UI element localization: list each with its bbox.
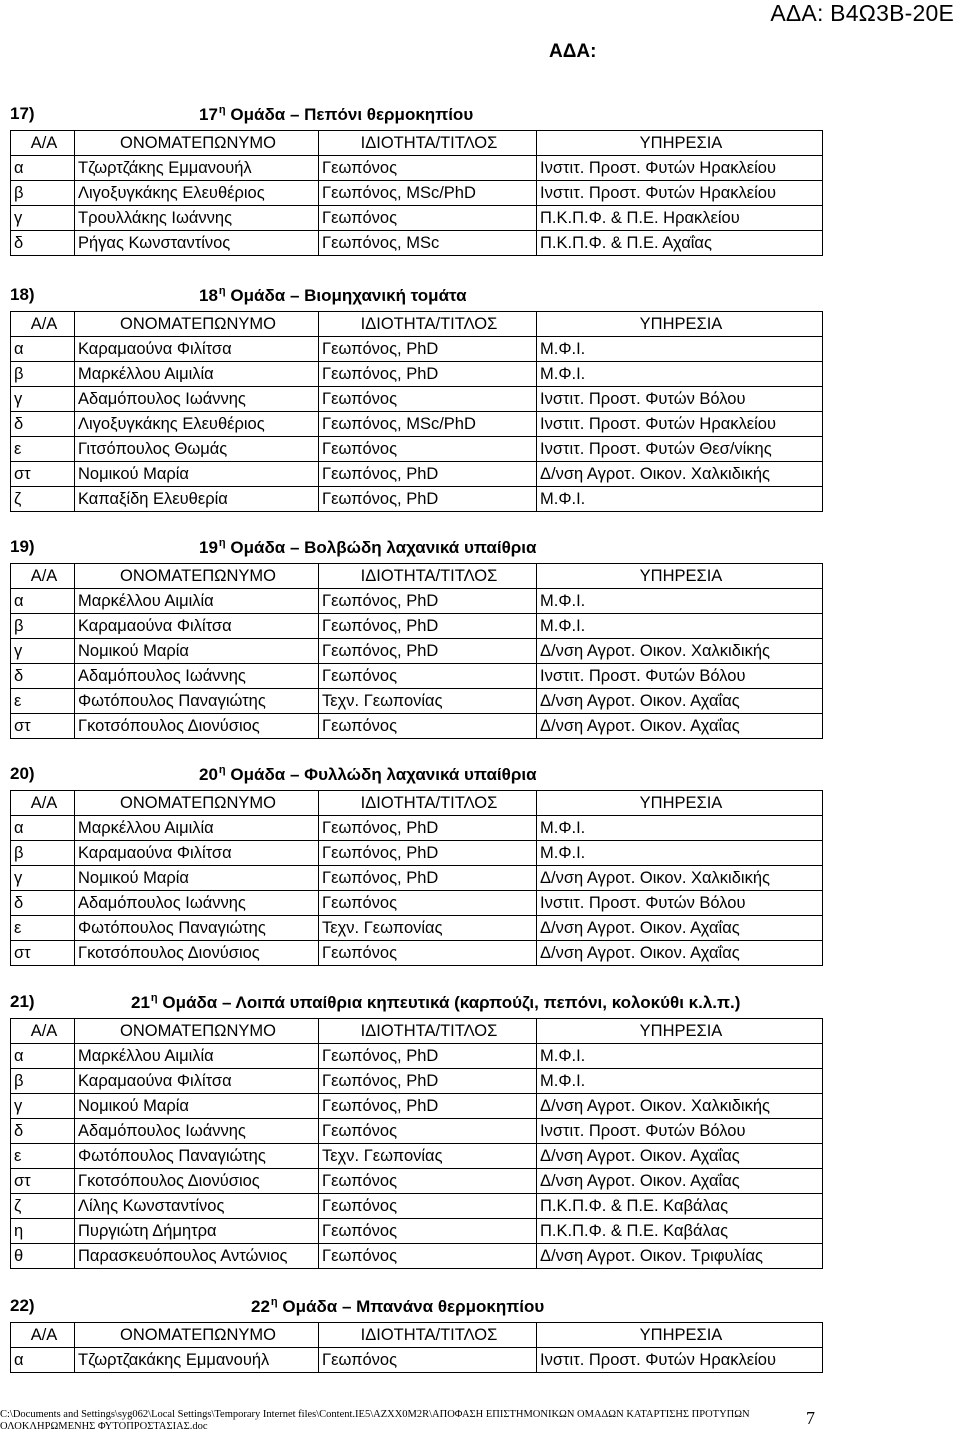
service-cell: Ινστιτ. Προστ. Φυτών Ηρακλείου <box>537 1348 823 1373</box>
title-cell: Γεωπόνος <box>319 437 537 462</box>
service-cell: Ινστιτ. Προστ. Φυτών Βόλου <box>537 1119 823 1144</box>
members-table <box>10 1018 823 1269</box>
table-row <box>11 362 823 387</box>
row-index-cell: β <box>11 181 75 206</box>
title-cell: Γεωπόνος, PhD <box>319 614 537 639</box>
column-header: ΟΝΟΜΑΤΕΠΩΝΥΜΟ <box>75 1019 319 1044</box>
group-title: $22^\eta$ Ομάδα – Μπανάνα θερμοκηπίου <box>251 1296 545 1316</box>
name-cell: Καραμαούνα Φιλίτσα <box>75 337 319 362</box>
table-row <box>11 689 823 714</box>
title-cell: Τεχν. Γεωπονίας <box>319 1144 537 1169</box>
row-index-cell: α <box>11 1044 75 1069</box>
name-cell: Αδαμόπουλος Ιωάννης <box>75 387 319 412</box>
name-cell: Μαρκέλλου Αιμιλία <box>75 362 319 387</box>
column-header: ΥΠΗΡΕΣΙΑ <box>537 131 823 156</box>
name-cell: Παρασκευόπουλος Αντώνιος <box>75 1244 319 1269</box>
service-cell: Π.Κ.Π.Φ. & Π.Ε. Καβάλας <box>537 1219 823 1244</box>
table-row <box>11 231 823 256</box>
column-header: Α/Α <box>11 1323 75 1348</box>
group-20 <box>10 764 822 966</box>
row-index-cell: ζ <box>11 1194 75 1219</box>
row-index-cell: ε <box>11 916 75 941</box>
service-cell: Π.Κ.Π.Φ. & Π.Ε. Ηρακλείου <box>537 206 823 231</box>
service-cell: Δ/νση Αγροτ. Οικον. Αχαΐας <box>537 916 823 941</box>
name-cell: Μαρκέλλου Αιμιλία <box>75 1044 319 1069</box>
row-index-cell: δ <box>11 664 75 689</box>
column-header: Α/Α <box>11 791 75 816</box>
column-header: ΙΔΙΟΤΗΤΑ/ΤΙΤΛΟΣ <box>319 131 537 156</box>
group-21 <box>10 992 822 1269</box>
title-cell: Γεωπόνος <box>319 206 537 231</box>
title-cell: Γεωπόνος <box>319 941 537 966</box>
name-cell: Αδαμόπουλος Ιωάννης <box>75 664 319 689</box>
table-header-row <box>11 1323 823 1348</box>
column-header: ΙΔΙΟΤΗΤΑ/ΤΙΤΛΟΣ <box>319 791 537 816</box>
row-index-cell: β <box>11 362 75 387</box>
title-cell: Γεωπόνος, MSc/PhD <box>319 181 537 206</box>
column-header: ΥΠΗΡΕΣΙΑ <box>537 564 823 589</box>
service-cell: Ινστιτ. Προστ. Φυτών Ηρακλείου <box>537 181 823 206</box>
group-number: 18) <box>10 285 35 304</box>
service-cell: Δ/νση Αγροτ. Οικον. Αχαΐας <box>537 1144 823 1169</box>
title-cell: Γεωπόνος <box>319 156 537 181</box>
service-cell: Δ/νση Αγροτ. Οικον. Χαλκιδικής <box>537 866 823 891</box>
name-cell: Φωτόπουλος Παναγιώτης <box>75 916 319 941</box>
table-row <box>11 1044 823 1069</box>
row-index-cell: η <box>11 1219 75 1244</box>
title-cell: Γεωπόνος, PhD <box>319 362 537 387</box>
service-cell: Δ/νση Αγροτ. Οικον. Αχαΐας <box>537 714 823 739</box>
service-cell: Δ/νση Αγροτ. Οικον. Τριφυλίας <box>537 1244 823 1269</box>
service-cell: Ινστιτ. Προστ. Φυτών Ηρακλείου <box>537 412 823 437</box>
row-index-cell: β <box>11 614 75 639</box>
title-cell: Γεωπόνος, PhD <box>319 462 537 487</box>
row-index-cell: ζ <box>11 487 75 512</box>
title-cell: Τεχν. Γεωπονίας <box>319 689 537 714</box>
column-header: ΟΝΟΜΑΤΕΠΩΝΥΜΟ <box>75 312 319 337</box>
group-number: 21) <box>10 992 35 1011</box>
members-table <box>10 130 823 256</box>
service-cell: Μ.Φ.Ι. <box>537 589 823 614</box>
column-header: ΙΔΙΟΤΗΤΑ/ΤΙΤΛΟΣ <box>319 1019 537 1044</box>
page-number: 7 <box>806 1408 815 1428</box>
row-index-cell: στ <box>11 1169 75 1194</box>
table-row <box>11 1069 823 1094</box>
column-header: ΥΠΗΡΕΣΙΑ <box>537 1019 823 1044</box>
name-cell: Μαρκέλλου Αιμιλία <box>75 816 319 841</box>
service-cell: Ινστιτ. Προστ. Φυτών Βόλου <box>537 891 823 916</box>
name-cell: Αδαμόπουλος Ιωάννης <box>75 1119 319 1144</box>
table-row <box>11 337 823 362</box>
group-title: $21^\eta$ Ομάδα – Λοιπά υπαίθρια κηπευτικά (καρπούζι, πεπόνι, κολοκύθι κ.λ.π.) <box>131 992 741 1012</box>
row-index-cell: ε <box>11 1144 75 1169</box>
group-number: 19) <box>10 537 35 556</box>
service-cell: Μ.Φ.Ι. <box>537 337 823 362</box>
title-cell: Γεωπόνος, PhD <box>319 841 537 866</box>
table-header-row <box>11 1019 823 1044</box>
members-table <box>10 563 823 739</box>
table-row <box>11 1119 823 1144</box>
group-title: $17^\eta$ Ομάδα – Πεπόνι θερμοκηπίου <box>199 104 474 124</box>
service-cell: Μ.Φ.Ι. <box>537 1069 823 1094</box>
row-index-cell: β <box>11 1069 75 1094</box>
title-cell: Γεωπόνος, PhD <box>319 589 537 614</box>
row-index-cell: α <box>11 1348 75 1373</box>
column-header: ΟΝΟΜΑΤΕΠΩΝΥΜΟ <box>75 564 319 589</box>
group-heading <box>10 104 822 130</box>
table-row <box>11 1169 823 1194</box>
group-number: 17) <box>10 104 35 123</box>
table-row <box>11 1194 823 1219</box>
row-index-cell: δ <box>11 412 75 437</box>
table-header-row <box>11 312 823 337</box>
title-cell: Γεωπόνος, PhD <box>319 1094 537 1119</box>
group-heading <box>10 992 822 1018</box>
members-table <box>10 1322 823 1373</box>
row-index-cell: στ <box>11 714 75 739</box>
service-cell: Μ.Φ.Ι. <box>537 841 823 866</box>
column-header: Α/Α <box>11 312 75 337</box>
row-index-cell: γ <box>11 387 75 412</box>
name-cell: Καπαξίδη Ελευθερία <box>75 487 319 512</box>
name-cell: Γκοτσόπουλος Διονύσιος <box>75 941 319 966</box>
name-cell: Φωτόπουλος Παναγιώτης <box>75 689 319 714</box>
table-row <box>11 639 823 664</box>
row-index-cell: ε <box>11 437 75 462</box>
group-heading <box>10 285 822 311</box>
table-header-row <box>11 791 823 816</box>
column-header: ΙΔΙΟΤΗΤΑ/ΤΙΤΛΟΣ <box>319 312 537 337</box>
column-header: ΙΔΙΟΤΗΤΑ/ΤΙΤΛΟΣ <box>319 564 537 589</box>
table-row <box>11 1144 823 1169</box>
row-index-cell: α <box>11 156 75 181</box>
service-cell: Δ/νση Αγροτ. Οικον. Αχαΐας <box>537 689 823 714</box>
name-cell: Ρήγας Κωνσταντίνος <box>75 231 319 256</box>
row-index-cell: δ <box>11 1119 75 1144</box>
service-cell: Μ.Φ.Ι. <box>537 362 823 387</box>
name-cell: Αδαμόπουλος Ιωάννης <box>75 891 319 916</box>
group-18 <box>10 285 822 512</box>
name-cell: Λιγοξυγκάκης Ελευθέριος <box>75 412 319 437</box>
name-cell: Γιτσόπουλος Θωμάς <box>75 437 319 462</box>
table-row <box>11 487 823 512</box>
ada-code: ΑΔΑ: Β4Ω3Β-20Ε <box>770 0 954 26</box>
group-heading <box>10 764 822 790</box>
table-header-row <box>11 131 823 156</box>
name-cell: Πυργιώτη Δήμητρα <box>75 1219 319 1244</box>
table-row <box>11 891 823 916</box>
name-cell: Λίλης Κωνσταντίνος <box>75 1194 319 1219</box>
group-title: $19^\eta$ Ομάδα – Βολβώδη λαχανικά υπαίθρια <box>199 537 537 557</box>
table-row <box>11 181 823 206</box>
service-cell: Δ/νση Αγροτ. Οικον. Αχαΐας <box>537 1169 823 1194</box>
title-cell: Γεωπόνος <box>319 1348 537 1373</box>
name-cell: Γκοτσόπουλος Διονύσιος <box>75 1169 319 1194</box>
title-cell: Γεωπόνος, PhD <box>319 816 537 841</box>
name-cell: Νομικού Μαρία <box>75 639 319 664</box>
table-row <box>11 387 823 412</box>
column-header: Α/Α <box>11 1019 75 1044</box>
title-cell: Γεωπόνος <box>319 1119 537 1144</box>
column-header: ΥΠΗΡΕΣΙΑ <box>537 791 823 816</box>
name-cell: Καραμαούνα Φιλίτσα <box>75 1069 319 1094</box>
table-row <box>11 156 823 181</box>
name-cell: Μαρκέλλου Αιμιλία <box>75 589 319 614</box>
name-cell: Γκοτσόπουλος Διονύσιος <box>75 714 319 739</box>
row-index-cell: α <box>11 589 75 614</box>
column-header: ΟΝΟΜΑΤΕΠΩΝΥΜΟ <box>75 791 319 816</box>
name-cell: Τρουλλάκης Ιωάννης <box>75 206 319 231</box>
title-cell: Γεωπόνος <box>319 1244 537 1269</box>
name-cell: Νομικού Μαρία <box>75 866 319 891</box>
service-cell: Ινστιτ. Προστ. Φυτών Ηρακλείου <box>537 156 823 181</box>
name-cell: Καραμαούνα Φιλίτσα <box>75 614 319 639</box>
title-cell: Γεωπόνος <box>319 1219 537 1244</box>
service-cell: Δ/νση Αγροτ. Οικον. Χαλκιδικής <box>537 1094 823 1119</box>
column-header: ΟΝΟΜΑΤΕΠΩΝΥΜΟ <box>75 1323 319 1348</box>
column-header: Α/Α <box>11 131 75 156</box>
title-cell: Γεωπόνος, PhD <box>319 639 537 664</box>
title-cell: Γεωπόνος, PhD <box>319 1044 537 1069</box>
table-row <box>11 614 823 639</box>
row-index-cell: στ <box>11 941 75 966</box>
group-heading <box>10 537 822 563</box>
name-cell: Νομικού Μαρία <box>75 462 319 487</box>
name-cell: Νομικού Μαρία <box>75 1094 319 1119</box>
name-cell: Τζωρτζάκης Εμμανουήλ <box>75 156 319 181</box>
members-table <box>10 311 823 512</box>
table-row <box>11 437 823 462</box>
table-row <box>11 589 823 614</box>
table-row <box>11 1219 823 1244</box>
table-row <box>11 1244 823 1269</box>
column-header: ΥΠΗΡΕΣΙΑ <box>537 1323 823 1348</box>
table-row <box>11 664 823 689</box>
column-header: ΙΔΙΟΤΗΤΑ/ΤΙΤΛΟΣ <box>319 1323 537 1348</box>
group-number: 20) <box>10 764 35 783</box>
row-index-cell: ε <box>11 689 75 714</box>
group-heading <box>10 1296 822 1322</box>
column-header: ΥΠΗΡΕΣΙΑ <box>537 312 823 337</box>
service-cell: Μ.Φ.Ι. <box>537 816 823 841</box>
title-cell: Γεωπόνος, MSc/PhD <box>319 412 537 437</box>
service-cell: Δ/νση Αγροτ. Οικον. Αχαΐας <box>537 941 823 966</box>
table-header-row <box>11 564 823 589</box>
service-cell: Ινστιτ. Προστ. Φυτών Βόλου <box>537 387 823 412</box>
title-cell: Γεωπόνος <box>319 891 537 916</box>
group-17 <box>10 104 822 256</box>
members-table <box>10 790 823 966</box>
column-header: ΟΝΟΜΑΤΕΠΩΝΥΜΟ <box>75 131 319 156</box>
service-cell: Δ/νση Αγροτ. Οικον. Χαλκιδικής <box>537 462 823 487</box>
table-row <box>11 206 823 231</box>
name-cell: Τζωρτζακάκης Εμμανουήλ <box>75 1348 319 1373</box>
name-cell: Λιγοξυγκάκης Ελευθέριος <box>75 181 319 206</box>
title-cell: Γεωπόνος <box>319 664 537 689</box>
title-cell: Γεωπόνος, PhD <box>319 866 537 891</box>
row-index-cell: α <box>11 337 75 362</box>
group-22 <box>10 1296 822 1373</box>
table-row <box>11 841 823 866</box>
title-cell: Γεωπόνος <box>319 1194 537 1219</box>
table-row <box>11 412 823 437</box>
title-cell: Γεωπόνος, PhD <box>319 487 537 512</box>
service-cell: Ινστιτ. Προστ. Φυτών Βόλου <box>537 664 823 689</box>
table-row <box>11 714 823 739</box>
title-cell: Γεωπόνος <box>319 714 537 739</box>
service-cell: Δ/νση Αγροτ. Οικον. Χαλκιδικής <box>537 639 823 664</box>
row-index-cell: β <box>11 841 75 866</box>
row-index-cell: στ <box>11 462 75 487</box>
service-cell: Μ.Φ.Ι. <box>537 1044 823 1069</box>
service-cell: Ινστιτ. Προστ. Φυτών Θεσ/νίκης <box>537 437 823 462</box>
title-cell: Γεωπόνος, MSc <box>319 231 537 256</box>
column-header: Α/Α <box>11 564 75 589</box>
title-cell: Γεωπόνος, PhD <box>319 337 537 362</box>
table-row <box>11 462 823 487</box>
footer-file-path: C:\Documents and Settings\syg062\Local Settings\Temporary Internet files\Content.IE5\AZXX0M2R\ΑΠΟΦΑΣΗ ΕΠΙΣΤΗΜΟΝΙΚΩΝ ΟΜΑΔΩΝ ΚΑΤΑΡΤΙΣΗΣ ΠΡΟΤΥΠΩΝ ΟΛΟΚΛΗΡΩΜΕΝΗΣ ΦΥΤΟΠΡΟΣΤΑΣΙΑΣ.doc <box>0 1409 750 1432</box>
name-cell: Φωτόπουλος Παναγιώτης <box>75 1144 319 1169</box>
title-cell: Γεωπόνος <box>319 1169 537 1194</box>
ada-label: ΑΔΑ: <box>549 41 597 62</box>
group-19 <box>10 537 822 739</box>
title-cell: Γεωπόνος <box>319 387 537 412</box>
row-index-cell: θ <box>11 1244 75 1269</box>
table-row <box>11 816 823 841</box>
row-index-cell: γ <box>11 1094 75 1119</box>
name-cell: Καραμαούνα Φιλίτσα <box>75 841 319 866</box>
table-row <box>11 916 823 941</box>
row-index-cell: δ <box>11 231 75 256</box>
service-cell: Μ.Φ.Ι. <box>537 487 823 512</box>
group-title: $18^\eta$ Ομάδα – Βιομηχανική τομάτα <box>199 285 467 305</box>
title-cell: Τεχν. Γεωπονίας <box>319 916 537 941</box>
table-row <box>11 1348 823 1373</box>
service-cell: Π.Κ.Π.Φ. & Π.Ε. Αχαΐας <box>537 231 823 256</box>
service-cell: Π.Κ.Π.Φ. & Π.Ε. Καβάλας <box>537 1194 823 1219</box>
table-row <box>11 941 823 966</box>
table-row <box>11 1094 823 1119</box>
row-index-cell: α <box>11 816 75 841</box>
row-index-cell: γ <box>11 206 75 231</box>
row-index-cell: δ <box>11 891 75 916</box>
group-number: 22) <box>10 1296 35 1315</box>
service-cell: Μ.Φ.Ι. <box>537 614 823 639</box>
row-index-cell: γ <box>11 866 75 891</box>
group-title: $20^\eta$ Ομάδα – Φυλλώδη λαχανικά υπαίθρια <box>199 764 537 784</box>
table-row <box>11 866 823 891</box>
row-index-cell: γ <box>11 639 75 664</box>
title-cell: Γεωπόνος, PhD <box>319 1069 537 1094</box>
